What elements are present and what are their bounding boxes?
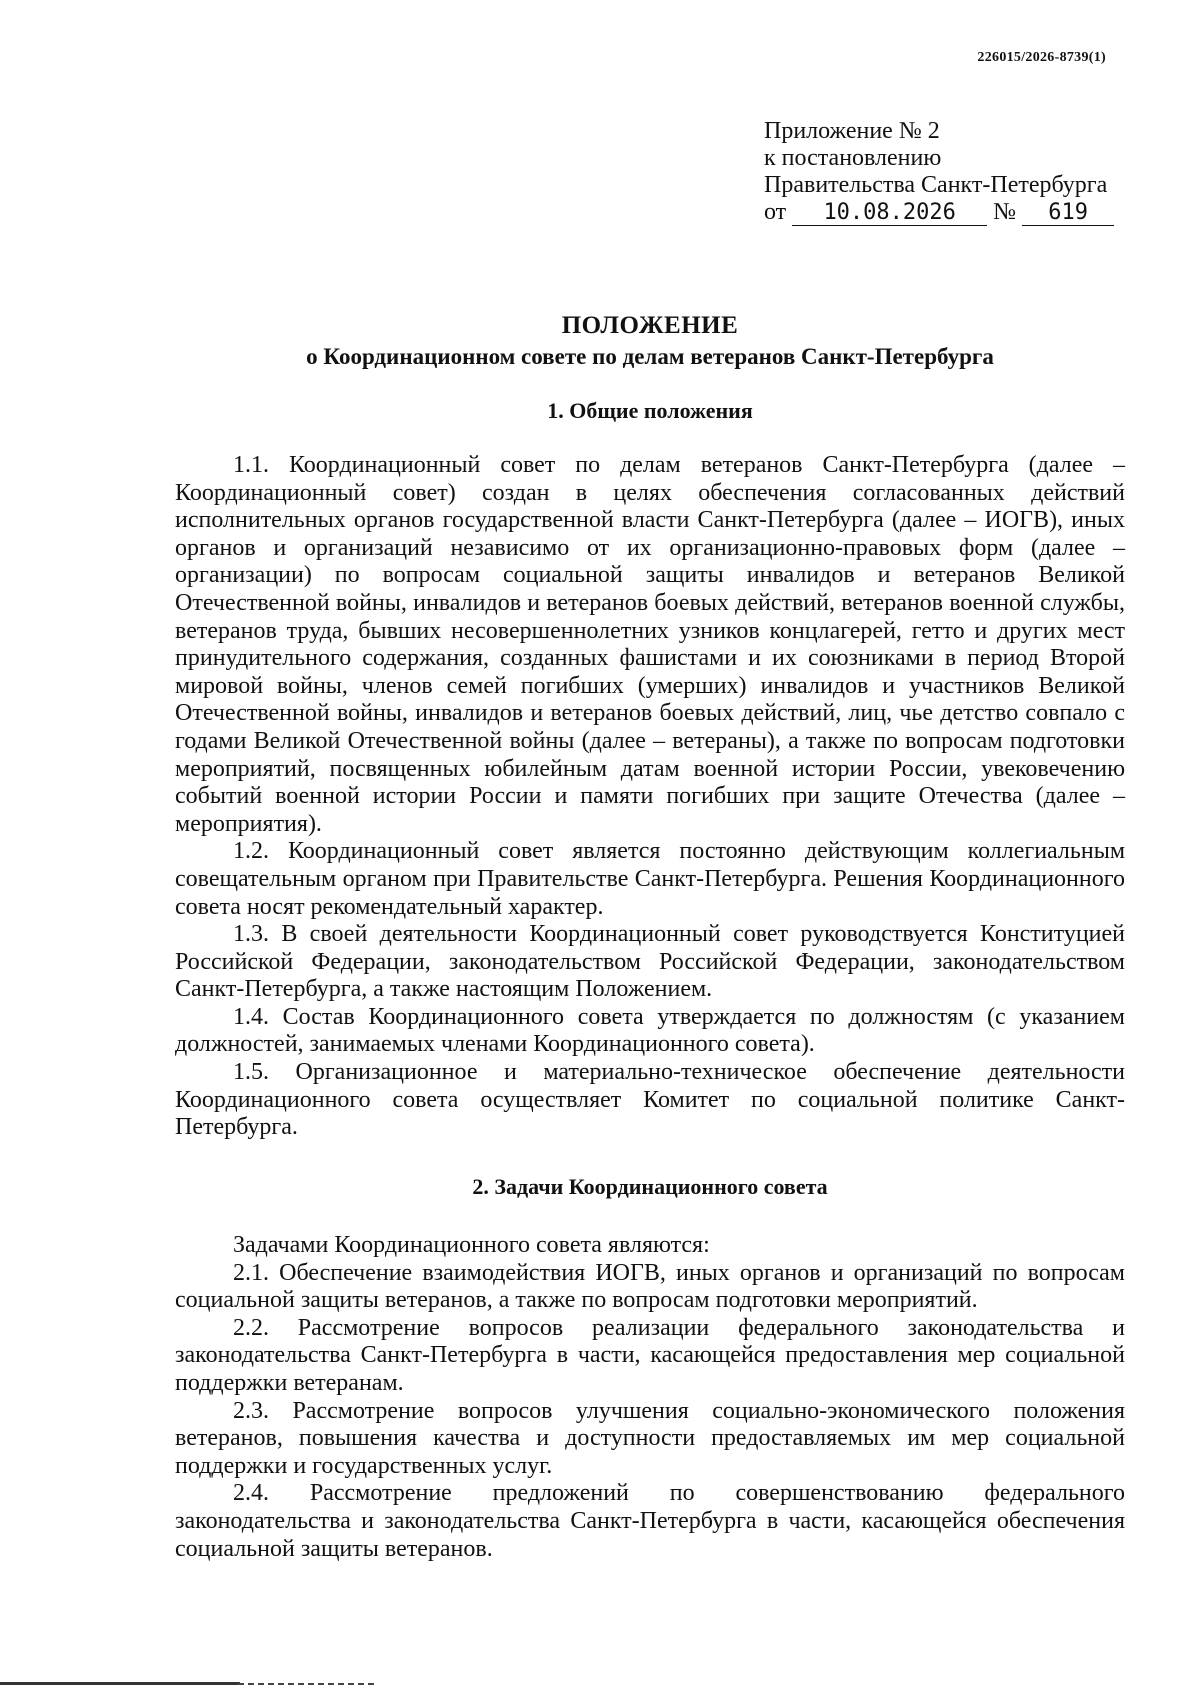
appendix-to-resolution: к постановлению: [764, 145, 942, 171]
paragraph-2-4: 2.4. Рассмотрение предложений по совершенствованию федерального законодательства и законодательства Санкт-Петербурга в части, касающейся обеспечения социальной защиты ветеранов.: [175, 1480, 1125, 1562]
paragraph-2-2: 2.2. Рассмотрение вопросов реализации федерального законодательства и законодательства Санкт-Петербурга в части, касающейся предоставления мер социальной поддержки ветеранам.: [175, 1314, 1125, 1396]
paragraph-tasks-intro: Задачами Координационного совета являются:: [233, 1232, 710, 1258]
from-label: от: [764, 199, 787, 225]
paragraph-1-4: 1.4. Состав Координационного совета утверждается по должностям (с указанием должностей, занимаемых членами Координационного совета).: [175, 1003, 1125, 1058]
appendix-government: Правительства Санкт-Петербурга: [764, 172, 1108, 198]
paragraph-1-5: 1.5. Организационное и материально-техническое обеспечение деятельности Координационного совета осуществляет Комитет по социальной политике Санкт-Петербурга.: [175, 1059, 1125, 1141]
title-main: ПОЛОЖЕНИЕ: [561, 312, 739, 339]
paragraph-1-2: 1.2. Координационный совет является постоянно действующим коллегиальным совещательным органом при Правительстве Санкт-Петербурга. Решения Координационного совета носят рекомендательный характер.: [175, 838, 1125, 920]
appendix-date-line: [764, 199, 1114, 226]
paragraph-2-1: 2.1. Обеспечение взаимодействия ИОГВ, иных органов и организаций по вопросам социальной защиты ветеранов, а также по вопросам подготовки мероприятий.: [175, 1259, 1125, 1314]
paragraph-2-3: 2.3. Рассмотрение вопросов улучшения социально-экономического положения ветеранов, повышения качества и доступности предоставляемых им мер социальной поддержки и государственных услуг.: [175, 1397, 1125, 1479]
resolution-date: 10.08.2026: [792, 201, 987, 226]
section-heading-general: 1. Общие положения: [547, 398, 753, 423]
section-tasks-body: [175, 1232, 1125, 1563]
document-title: [175, 310, 1125, 372]
document-id: 226015/2026-8739(1): [977, 50, 1106, 65]
footer-rule-dashed: [238, 1683, 378, 1685]
appendix-number: Приложение № 2: [764, 118, 940, 144]
resolution-number: 619: [1022, 201, 1114, 226]
paragraph-1-1: 1.1. Координационный совет по делам ветеранов Санкт-Петербурга (далее – Координационный совет) создан в целях обеспечения согласованных действий исполнительных органов государственной власти Санкт-Петербурга (далее – ИОГВ), иных органов и организаций независимо от их организационно-правовых форм (далее – организации) по вопросам социальной защиты инвалидов и ветеранов Великой Отечественной войны, инвалидов и ветеранов боевых действий, ветеранов военной службы, ветеранов труда, бывших несовершеннолетних узников концлагерей, гетто и других мест принудительного содержания, созданных фашистами и их союзниками в период Второй мировой войны, членов семей погибших (умерших) инвалидов и участников Великой Отечественной войны, инвалидов и ветеранов боевых действий, лиц, чье детство совпало с годами Великой Отечественной войны (далее – ветераны), а также по вопросам подготовки мероприятий, посвященных юбилейным датам военной истории России, увековечению событий военной истории России и памяти погибших при защите Отечества (далее – мероприятия).: [175, 452, 1125, 837]
appendix-block: [764, 118, 1114, 226]
paragraph-1-3: 1.3. В своей деятельности Координационный совет руководствуется Конституцией Российской Федерации, законодательством Российской Федерации, законодательством Санкт-Петербурга, а также настоящим Положением.: [175, 921, 1125, 1003]
section-general-body: [175, 452, 1125, 1142]
section-heading-tasks: 2. Задачи Координационного совета: [472, 1174, 828, 1199]
title-subtitle: о Координационном совете по делам ветеранов Санкт-Петербурга: [306, 344, 994, 369]
footer-rule: [0, 1682, 240, 1685]
number-label: №: [993, 199, 1017, 225]
